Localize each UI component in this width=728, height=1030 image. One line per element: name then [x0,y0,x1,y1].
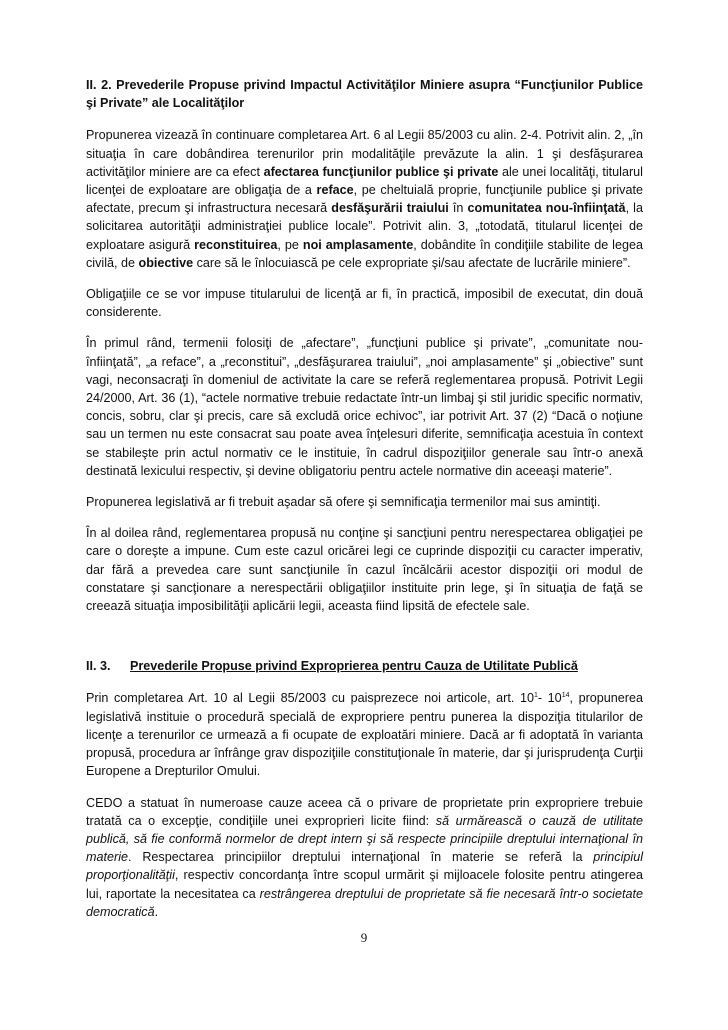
text-run: , respectiv concordanţa între scopul urmărit şi mijloacele folosite pentru atingerea lui, raportate la necesitatea ca [86,868,643,901]
superscript: 14 [561,692,570,700]
bold-term: reface [316,183,354,198]
paragraph-art-6-proposal [86,126,643,272]
text-run: . Respectarea principiilor dreptului internaţional în materie se referă la [128,850,594,865]
paragraph-art-10-completion [86,689,643,780]
document-page [86,76,643,934]
paragraph-obligations: Obligaţiile ce se vor impuse titularului de licenţă ar fi, în practică, imposibil de executat, din două considerente. [86,287,643,320]
bold-term: reconstituirea [194,237,278,252]
text-run: - 10 [537,691,562,706]
text-run: , dobândite în condiţiile stabilite de legea civilă, de [86,237,643,270]
text-run: Prin completarea Art. 10 al Legii 85/2003 cu paisprezece noi articole, art. 10 [86,691,534,706]
text-run: Propunerea vizează în continuare completarea Art. 6 al Legii 85/2003 cu alin. 2-4. Potrivit alin. 2, „în situaţia în care dobândirea terenurilor prin modalităţile prevăzute la alin. 1 şi desfăşurarea activităţilor miniere are ca efect [86,128,643,179]
paragraph-terms-meaning: Propunerea legislativă ar fi trebuit aşadar să ofere şi semnificaţia termenilor mai sus amintiţi. [86,495,601,510]
text-run: care să le înlocuiască pe cele expropriate şi/sau afectate de lucrările miniere”. [193,255,631,270]
text-run: , pe [277,237,303,252]
bold-term: desfăşurării traiului [331,201,449,216]
section-heading-ii-2: II. 2. Prevederile Propuse privind Impactul Activităţilor Miniere asupra “Funcţiunilor Publice şi Private” ale Localităţilor [86,78,643,111]
text-run: CEDO a statuat în numeroase cauze aceea că o privare de proprietate prin expropriere trebuie tratată ca o excepţie, condiţiile unei exproprieri licite fiind: [86,795,643,828]
text-run: , propunerea legislativă instituie o procedură specială de expropriere pentru punerea la dispoziţia titularilor de licenţe a terenurilor ce urmează a fi ocupate de exploatări miniere. Dacă ar fi adoptată în varianta propusă, procedura ar înfrânge grav dispoziţiile constituţionale în materie, dar şi jurisprudenţa Curţii Europene a Drepturilor Omului. [86,691,643,779]
superscript: 1 [533,692,538,700]
paragraph-cedo [86,794,643,921]
italic-term: restrângerea dreptului de proprietate să fie necesară într-o societate democratică [86,886,643,919]
section-number: II. 3. [86,659,111,674]
bold-term: afectarea funcţiunilor publice şi private [263,164,499,179]
italic-term: să urmărească o cauză de utilitate publică, să fie conformă normelor de drept intern şi să respecte principiile dreptului internaţional în materie [86,813,643,865]
paragraph-second-consideration: În al doilea rând, reglementarea propusă nu conţine şi sancţiuni pentru nerespectarea obligaţiei pe care o doreşte a impune. Cum este cazul oricărei legi ce cuprinde dispoziţii cu caracter imperativ, dar fără a prevedea care sunt sancţiunile în cazul încălcării acestor dispoziţii ori modul de constatare şi sancţionare a nerespectării obligaţiilor instituite prin lege, şi în situaţia de faţă se creează situaţia imposibilităţii aplicării legii, aceasta fiind lipsită de efectele sale. [86,526,643,614]
bold-term: comunitatea nou-înfiinţată [467,201,626,216]
section-title: Prevederile Propuse privind Exproprierea pentru Cauza de Utilitate Publică [130,659,578,674]
page-number: 9 [360,930,368,945]
text-run: în [448,201,468,216]
section-heading-ii-3 [86,657,643,675]
paragraph-first-consideration: În primul rând, termenii folosiţi de „afectare”, „funcţiuni publice şi private”, „comunitate nou-înfiinţată”, „a reface”, a „reconstitui”, „desfăşurarea traiului”, „noi amplasamente” şi „obiective” sunt vagi, neconsacraţi în domeniul de activitate la care se referă reglementarea propusă. Potrivit Legii 24/2000, Art. 36 (1), “actele normative trebuie redactate într-un limbaj şi stil juridic specific normativ, concis, sobru, clar şi precis, care să excludă orice echivoc”, iar potrivit Art. 37 (2) “Dacă o noţiune sau un termen nu este consacrat sau poate avea înţelesuri diferite, semnificaţia acestuia în context se stabileşte prin actul normativ ce le instituie, în cadrul dispoziţiilor generale sau într-o anexă destinată lexicului respectiv, şi devine obligatoriu pentru actele normative din aceeaşi materie”. [86,336,643,478]
italic-term: principiul proporţionalităţii [86,850,643,883]
bold-term: obiective [138,255,194,270]
bold-term: noi amplasamente [302,237,414,252]
text-run: ale unei localităţi, titularul licenţei de exploatare are obligaţia de a [86,164,643,198]
text-run: , pe cheltuială proprie, funcţiunile publice şi private afectate, precum şi infrastructura necesară [86,183,643,216]
text-run: , la solicitarea autorităţii administraţiei publice locale”. Potrivit alin. 3, „totodată, titularul licenţei de exploatare asigură [86,201,643,252]
text-run: . [154,904,159,919]
section-spacer [86,628,643,657]
